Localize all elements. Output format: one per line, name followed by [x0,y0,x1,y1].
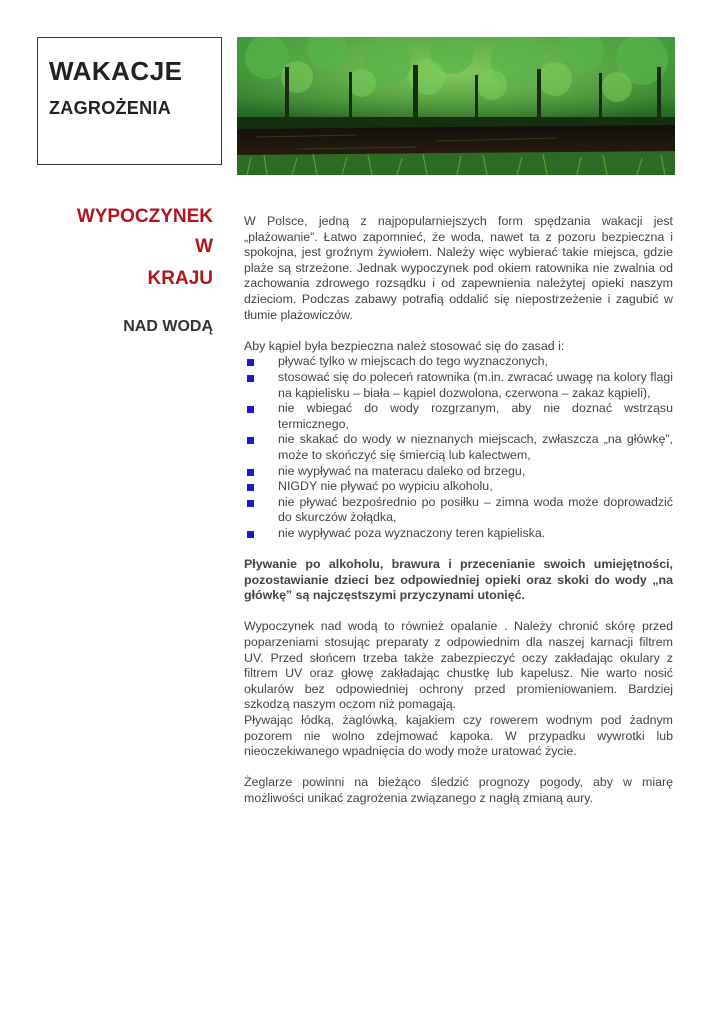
list-item: nie skakać do wody w nieznanych miejscach, zwłaszcza „na główkę”, może to skończyć się śmiercią lub kalectwem, [244,432,673,463]
sailors-paragraph: Żeglarze powinni na bieżąco śledzić prognozy pogody, aby w miarę możliwości unikać zagrożenia związanego z nagłą zmianą aury. [244,775,673,805]
list-item: nie wypływać na materacu daleko od brzegu, [244,464,673,480]
title-box [37,37,222,165]
forest-river-photo [237,37,675,175]
square-bullet-icon [247,500,254,507]
article-body [244,214,673,807]
list-item: nie pływać bezpośrednio po posiłku – zimna woda może doprowadzić do skurczów żołądka, [244,495,673,526]
sun-paragraph: Wypoczynek nad wodą to również opalanie . Należy chronić skórę przed poparzeniami stosując preparaty z odpowiednim dla naszej karnacji filtrem UV. Przed słońcem trzeba także zabezpieczyć oczy zakładając okulary z filtrem UV oraz głowę zakładając chustkę lub kapelusz. Nie warto nosić okularów bez odpowiedniej ochrony przed promieniowaniem. Bardziej szkodzą naszym oczom niż pomagają. [244,619,673,712]
list-item: nie wypływać poza wyznaczony teren kąpieliska. [244,526,673,542]
square-bullet-icon [247,406,254,413]
intro-paragraph: W Polsce, jedną z najpopularniejszych form spędzania wakacji jest „plażowanie”. Łatwo zapomnieć, że woda, nawet ta z pozoru bezpieczna i spokojna, jest groźnym żywiołem. Należy więc wybierać takie miejsca, gdzie plaże są strzeżone. Jednak wypoczynek pod okiem ratownika nie zwalnia od zachowania zdrowego rozsądku i od zapewnienia należytej opieki naszym dzieciom. Podczas zabawy potrafią oddalić się niepostrzeżenie i zagubić w tłumie plażowiczów. [244,214,673,322]
warning-paragraph: Pływanie po alkoholu, brawura i przecenianie swoich umiejętności, pozostawianie dzieci bez odpowiedniej opieki oraz skoki do wody „na główkę” są najczęstszymi przyczynami utonięć. [244,557,673,603]
square-bullet-icon [247,359,254,366]
square-bullet-icon [247,437,254,444]
list-item: nie wbiegać do wody rozgrzanym, aby nie doznać wstrząsu termicznego, [244,401,673,432]
list-item: NIGDY nie pływać po wypiciu alkoholu, [244,479,673,495]
boats-paragraph: Pływając łódką, żaglówką, kajakiem czy rowerem wodnym pod żadnym pozorem nie wolno zdejmować kapoka. W przypadku wywrotki lub nieoczekiwanego wpadnięcia do wody może uratować życie. [244,713,673,759]
side-heading-line-3: KRAJU [147,268,213,289]
square-bullet-icon [247,531,254,538]
page-title: WAKACJE [49,56,183,86]
square-bullet-icon [247,484,254,491]
rules-intro: Aby kąpiel była bezpieczna należ stosować się do zasad i: [244,338,565,353]
rules-list [244,354,673,541]
list-item: stosować się do poleceń ratownika (m.in. zwracać uwagę na kolory flagi na kąpielisku – biała – kąpiel dozwolona, czerwona – zakaz kąpieli), [244,370,673,401]
page-subtitle: ZAGROŻENIA [49,98,171,118]
list-item: pływać tylko w miejscach do tego wyznaczonych, [244,354,673,370]
square-bullet-icon [247,469,254,476]
side-subheading: NAD WODĄ [123,318,213,335]
square-bullet-icon [247,375,254,382]
side-heading-line-2: W [195,236,213,257]
side-heading-line-1: WYPOCZYNEK [76,206,213,227]
